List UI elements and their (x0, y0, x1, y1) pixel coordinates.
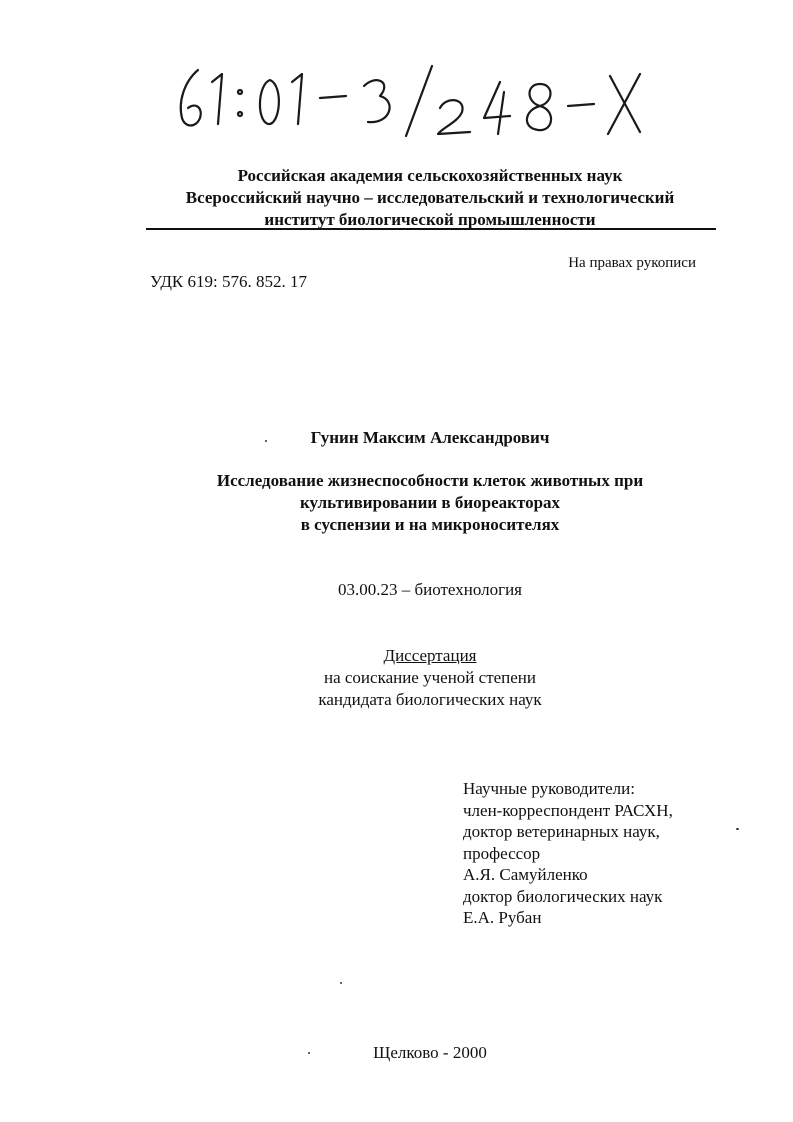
dissertation-title (150, 470, 710, 536)
header-line-institute: Всероссийский научно – исследовательский и технологический (185, 188, 675, 207)
supervisor-line: доктор биологических наук (463, 886, 663, 906)
scan-speck (736, 828, 739, 830)
supervisor-line: доктор ветеринарных наук, (463, 822, 660, 841)
title-line: Исследование жизнеспособности клеток животных при (216, 471, 644, 490)
supervisors-block (463, 778, 743, 929)
supervisor-line: член-корреспондент РАСХН, (463, 800, 673, 820)
degree-line: на соискание ученой степени (323, 668, 537, 687)
supervisor-line: Е.А. Рубан (463, 908, 542, 927)
udk-code: УДК 619: 576. 852. 17 (150, 272, 307, 291)
header-divider (146, 228, 716, 230)
rights-notice: На правах рукописи (568, 255, 696, 271)
place-and-year: Щелково - 2000 (373, 1043, 487, 1062)
scan-speck (265, 440, 267, 442)
header-line-academy: Российская академия сельскохозяйственных наук (237, 166, 623, 185)
dissertation-heading: Диссертация (383, 646, 477, 665)
degree-line: кандидата биологических наук (318, 690, 542, 709)
specialty-code: 03.00.23 – биотехнология (337, 580, 523, 599)
title-line: в суспензии и на микроносителях (300, 515, 560, 534)
scan-speck (340, 982, 342, 984)
institution-header (130, 165, 730, 231)
handwritten-archive-number (170, 62, 650, 140)
supervisors-heading: Научные руководители: (463, 779, 635, 798)
title-line: культивировании в биореакторах (299, 493, 561, 512)
scan-speck (308, 1052, 310, 1054)
supervisor-line: профессор (463, 843, 541, 863)
author-name: Гунин Максим Александрович (310, 428, 550, 447)
header-line-institute-cont: институт биологической промышленности (264, 210, 596, 229)
supervisor-line: А.Я. Самуйленко (463, 865, 588, 884)
degree-statement (230, 645, 630, 711)
